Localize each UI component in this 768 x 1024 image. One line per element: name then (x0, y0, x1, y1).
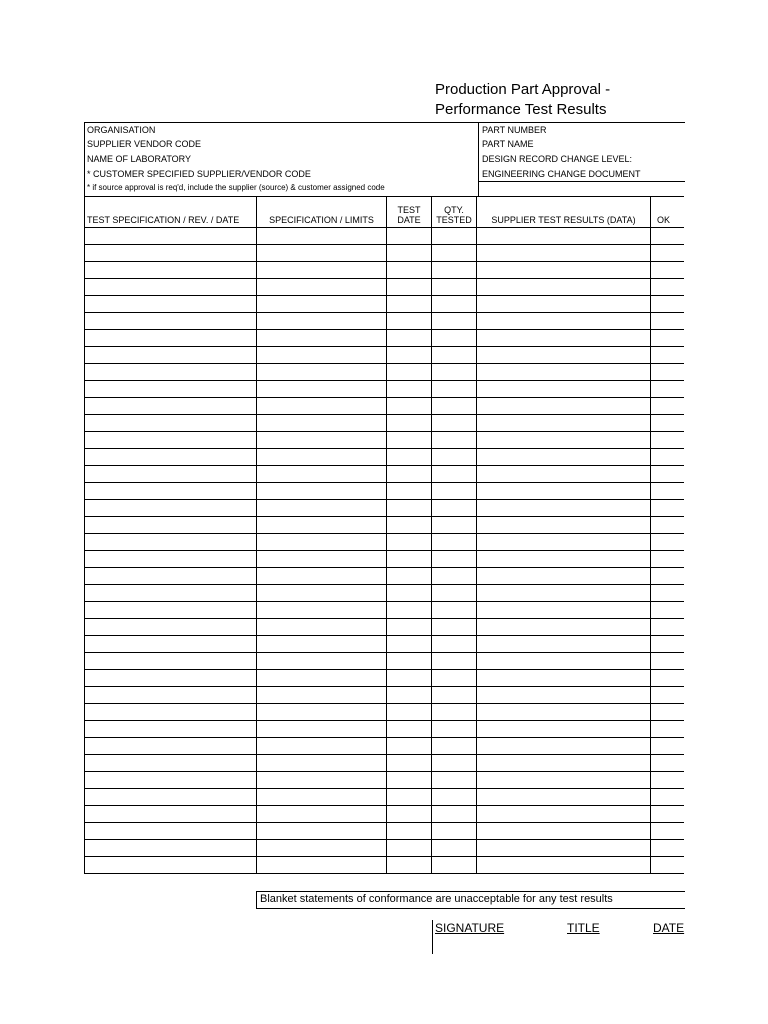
table-cell[interactable] (387, 704, 432, 721)
table-cell[interactable] (387, 466, 432, 483)
header-info-block (84, 122, 685, 197)
table-cell[interactable] (85, 500, 257, 517)
table-cell[interactable] (257, 415, 387, 432)
table-cell[interactable] (257, 432, 387, 449)
table-cell[interactable] (257, 806, 387, 823)
table-cell[interactable] (257, 687, 387, 704)
table-cell[interactable] (432, 466, 477, 483)
table-cell[interactable] (85, 704, 257, 721)
table-cell[interactable] (651, 228, 685, 245)
table-cell[interactable] (477, 704, 651, 721)
table-cell[interactable] (651, 602, 685, 619)
engineering-change-document-field: ENGINEERING CHANGE DOCUMENT (482, 169, 641, 179)
table-cell[interactable] (85, 483, 257, 500)
table-cell[interactable] (85, 381, 257, 398)
table-cell[interactable] (651, 687, 685, 704)
table-cell[interactable] (651, 364, 685, 381)
table-row (85, 840, 685, 857)
table-cell[interactable] (477, 755, 651, 772)
table-cell[interactable] (651, 585, 685, 602)
table-row (85, 619, 685, 636)
table-cell[interactable] (477, 687, 651, 704)
table-cell[interactable] (477, 262, 651, 279)
table-cell[interactable] (651, 738, 685, 755)
table-cell[interactable] (257, 721, 387, 738)
table-header-row (85, 197, 685, 228)
table-cell[interactable] (477, 857, 651, 874)
table-cell[interactable] (387, 347, 432, 364)
table-cell[interactable] (651, 432, 685, 449)
table-row (85, 806, 685, 823)
table-cell[interactable] (85, 653, 257, 670)
table-cell[interactable] (651, 636, 685, 653)
table-cell[interactable] (257, 568, 387, 585)
table-row (85, 296, 685, 313)
table-cell[interactable] (432, 364, 477, 381)
title-label: TITLE (567, 921, 600, 935)
table-cell[interactable] (85, 789, 257, 806)
table-cell[interactable] (432, 568, 477, 585)
table-cell[interactable] (387, 415, 432, 432)
table-row (85, 670, 685, 687)
table-cell[interactable] (651, 806, 685, 823)
table-row (85, 823, 685, 840)
table-cell[interactable] (651, 449, 685, 466)
signature-divider (432, 920, 433, 954)
table-cell[interactable] (85, 551, 257, 568)
table-cell[interactable] (432, 721, 477, 738)
table-cell[interactable] (477, 483, 651, 500)
table-cell[interactable] (651, 330, 685, 347)
table-cell[interactable] (432, 755, 477, 772)
table-cell[interactable] (477, 636, 651, 653)
table-row (85, 415, 685, 432)
table-cell[interactable] (85, 296, 257, 313)
table-cell[interactable] (85, 823, 257, 840)
col-qty-tested: QTY. TESTED (432, 197, 477, 228)
table-cell[interactable] (432, 619, 477, 636)
table-cell[interactable] (432, 789, 477, 806)
table-row (85, 772, 685, 789)
table-cell[interactable] (257, 449, 387, 466)
table-row (85, 653, 685, 670)
table-cell[interactable] (432, 806, 477, 823)
table-cell[interactable] (477, 364, 651, 381)
table-row (85, 466, 685, 483)
table-cell[interactable] (387, 551, 432, 568)
supplier-vendor-code-field: SUPPLIER VENDOR CODE (87, 139, 202, 149)
table-cell[interactable] (477, 670, 651, 687)
table-cell[interactable] (651, 670, 685, 687)
table-cell[interactable] (257, 347, 387, 364)
table-cell[interactable] (651, 789, 685, 806)
table-cell[interactable] (432, 772, 477, 789)
test-results-grid (84, 196, 684, 883)
table-cell[interactable] (85, 466, 257, 483)
table-cell[interactable] (85, 568, 257, 585)
table-cell[interactable] (387, 755, 432, 772)
table-cell[interactable] (477, 721, 651, 738)
organisation-field: ORGANISATION (87, 125, 156, 135)
table-cell[interactable] (387, 534, 432, 551)
table-cell[interactable] (477, 772, 651, 789)
table-cell[interactable] (85, 228, 257, 245)
part-number-field: PART NUMBER (482, 125, 547, 135)
table-cell[interactable] (432, 483, 477, 500)
table-cell[interactable] (651, 823, 685, 840)
table-cell[interactable] (432, 517, 477, 534)
table-cell[interactable] (432, 551, 477, 568)
table-row (85, 449, 685, 466)
table-cell[interactable] (387, 262, 432, 279)
table-cell[interactable] (387, 823, 432, 840)
table-cell[interactable] (651, 551, 685, 568)
table-cell[interactable] (387, 857, 432, 874)
table-cell[interactable] (651, 262, 685, 279)
table-cell[interactable] (651, 296, 685, 313)
table-cell[interactable] (432, 857, 477, 874)
table-cell[interactable] (651, 347, 685, 364)
table-cell[interactable] (477, 602, 651, 619)
table-cell[interactable] (651, 704, 685, 721)
table-cell[interactable] (257, 789, 387, 806)
table-cell[interactable] (257, 364, 387, 381)
table-cell[interactable] (432, 823, 477, 840)
table-cell[interactable] (477, 398, 651, 415)
table-row (85, 483, 685, 500)
table-cell[interactable] (387, 228, 432, 245)
table-cell[interactable] (651, 279, 685, 296)
table-cell[interactable] (387, 381, 432, 398)
table-row (85, 568, 685, 585)
table-cell[interactable] (257, 228, 387, 245)
table-cell[interactable] (387, 449, 432, 466)
table-cell[interactable] (387, 789, 432, 806)
table-row (85, 279, 685, 296)
table-row (85, 500, 685, 517)
table-cell[interactable] (477, 347, 651, 364)
table-cell[interactable] (387, 670, 432, 687)
table-cell[interactable] (257, 245, 387, 262)
info-divider (478, 181, 685, 182)
table-row (85, 245, 685, 262)
table-row (85, 789, 685, 806)
table-row (85, 347, 685, 364)
table-cell[interactable] (257, 551, 387, 568)
table-cell[interactable] (257, 772, 387, 789)
table-cell[interactable] (85, 534, 257, 551)
table-cell[interactable] (432, 653, 477, 670)
table-cell[interactable] (387, 500, 432, 517)
table-cell[interactable] (387, 721, 432, 738)
table-cell[interactable] (85, 619, 257, 636)
table-cell[interactable] (85, 772, 257, 789)
table-cell[interactable] (257, 840, 387, 857)
table-cell[interactable] (387, 483, 432, 500)
table-cell[interactable] (651, 398, 685, 415)
table-cell[interactable] (432, 585, 477, 602)
table-cell[interactable] (257, 296, 387, 313)
form-title-line-1: Production Part Approval - (435, 81, 611, 98)
table-cell[interactable] (477, 823, 651, 840)
col-test-date: TEST DATE (387, 197, 432, 228)
table-cell[interactable] (477, 517, 651, 534)
table-cell[interactable] (85, 313, 257, 330)
col-test-specification: TEST SPECIFICATION / REV. / DATE (85, 197, 257, 228)
table-cell[interactable] (387, 432, 432, 449)
table-cell[interactable] (477, 381, 651, 398)
table-cell[interactable] (387, 364, 432, 381)
col-supplier-test-results: SUPPLIER TEST RESULTS (DATA) (477, 197, 651, 228)
table-cell[interactable] (432, 330, 477, 347)
table-cell[interactable] (257, 738, 387, 755)
table-cell[interactable] (432, 687, 477, 704)
table-cell[interactable] (477, 840, 651, 857)
table-cell[interactable] (651, 466, 685, 483)
table-cell[interactable] (257, 857, 387, 874)
table-cell[interactable] (432, 228, 477, 245)
table-row (85, 636, 685, 653)
table-row (85, 228, 685, 245)
table-cell[interactable] (651, 483, 685, 500)
table-cell[interactable] (85, 636, 257, 653)
table-cell[interactable] (432, 500, 477, 517)
table-cell[interactable] (651, 381, 685, 398)
table-cell[interactable] (387, 568, 432, 585)
table-cell[interactable] (257, 653, 387, 670)
table-cell[interactable] (477, 806, 651, 823)
table-cell[interactable] (387, 602, 432, 619)
table-cell[interactable] (651, 755, 685, 772)
table-cell[interactable] (257, 262, 387, 279)
table-cell[interactable] (257, 381, 387, 398)
table-cell[interactable] (651, 517, 685, 534)
table-cell[interactable] (477, 789, 651, 806)
table-cell[interactable] (257, 602, 387, 619)
table-cell[interactable] (257, 517, 387, 534)
table-cell[interactable] (651, 653, 685, 670)
form-title-line-2: Performance Test Results (435, 101, 607, 118)
table-cell[interactable] (85, 806, 257, 823)
table-cell[interactable] (432, 738, 477, 755)
table-cell[interactable] (387, 840, 432, 857)
table-cell[interactable] (477, 738, 651, 755)
source-approval-note: * if source approval is req'd, include the supplier (source) & customer assigned code (87, 183, 385, 192)
table-cell[interactable] (432, 262, 477, 279)
table-cell[interactable] (387, 517, 432, 534)
table-cell[interactable] (85, 857, 257, 874)
table-cell[interactable] (477, 330, 651, 347)
table-cell[interactable] (85, 687, 257, 704)
table-row (85, 330, 685, 347)
table-cell[interactable] (477, 415, 651, 432)
table-cell[interactable] (432, 636, 477, 653)
table-cell[interactable] (85, 755, 257, 772)
table-cell[interactable] (477, 296, 651, 313)
table-cell[interactable] (651, 721, 685, 738)
customer-vendor-code-field: * CUSTOMER SPECIFIED SUPPLIER/VENDOR CODE (87, 169, 311, 179)
table-cell[interactable] (257, 500, 387, 517)
table-cell[interactable] (85, 398, 257, 415)
table-cell[interactable] (85, 517, 257, 534)
table-cell[interactable] (387, 653, 432, 670)
table-cell[interactable] (257, 585, 387, 602)
table-cell[interactable] (85, 364, 257, 381)
table-cell[interactable] (85, 602, 257, 619)
table-cell[interactable] (85, 245, 257, 262)
table-cell[interactable] (85, 449, 257, 466)
table-cell[interactable] (387, 636, 432, 653)
table-cell[interactable] (432, 670, 477, 687)
table-cell[interactable] (257, 483, 387, 500)
table-cell[interactable] (477, 432, 651, 449)
table-cell[interactable] (85, 721, 257, 738)
table-cell[interactable] (651, 415, 685, 432)
table-cell[interactable] (432, 602, 477, 619)
table-row (85, 738, 685, 755)
table-cell[interactable] (387, 313, 432, 330)
table-cell[interactable] (432, 296, 477, 313)
table-cell[interactable] (387, 296, 432, 313)
table-cell[interactable] (432, 245, 477, 262)
table-cell[interactable] (477, 568, 651, 585)
table-row (85, 704, 685, 721)
table-row (85, 381, 685, 398)
table-cell[interactable] (257, 670, 387, 687)
conformance-note (256, 891, 685, 909)
table-cell[interactable] (651, 772, 685, 789)
table-cell[interactable] (651, 857, 685, 874)
table-cell[interactable] (432, 704, 477, 721)
table-cell[interactable] (387, 806, 432, 823)
table-cell[interactable] (651, 500, 685, 517)
table-row (85, 857, 685, 874)
col-ok: OK (651, 197, 685, 228)
table-cell[interactable] (387, 279, 432, 296)
table-cell[interactable] (257, 823, 387, 840)
table-cell[interactable] (432, 415, 477, 432)
table-cell[interactable] (432, 279, 477, 296)
signature-label: SIGNATURE (435, 921, 505, 935)
table-cell[interactable] (85, 279, 257, 296)
table-cell[interactable] (257, 398, 387, 415)
table-cell[interactable] (387, 772, 432, 789)
table-cell[interactable] (387, 738, 432, 755)
table-cell[interactable] (85, 585, 257, 602)
table-cell[interactable] (651, 245, 685, 262)
table-row (85, 262, 685, 279)
table-row (85, 534, 685, 551)
table-row (85, 687, 685, 704)
table-cell[interactable] (257, 636, 387, 653)
table-row (85, 364, 685, 381)
table-cell[interactable] (387, 398, 432, 415)
table-row (85, 517, 685, 534)
table-cell[interactable] (257, 279, 387, 296)
table-cell[interactable] (85, 840, 257, 857)
table-cell[interactable] (651, 840, 685, 857)
design-record-change-level-field: DESIGN RECORD CHANGE LEVEL: (482, 154, 633, 164)
table-row (85, 585, 685, 602)
test-results-table (84, 196, 684, 874)
table-cell[interactable] (477, 228, 651, 245)
table-row (85, 398, 685, 415)
table-cell[interactable] (257, 313, 387, 330)
table-cell[interactable] (257, 755, 387, 772)
table-row (85, 551, 685, 568)
table-cell[interactable] (432, 313, 477, 330)
table-cell[interactable] (85, 262, 257, 279)
table-cell[interactable] (651, 568, 685, 585)
table-cell[interactable] (432, 534, 477, 551)
table-row (85, 602, 685, 619)
table-cell[interactable] (477, 500, 651, 517)
table-row (85, 313, 685, 330)
table-cell[interactable] (432, 381, 477, 398)
table-cell[interactable] (477, 653, 651, 670)
table-cell[interactable] (477, 466, 651, 483)
table-cell[interactable] (387, 687, 432, 704)
table-row (85, 755, 685, 772)
table-cell[interactable] (477, 585, 651, 602)
table-cell[interactable] (477, 534, 651, 551)
table-cell[interactable] (432, 449, 477, 466)
table-cell[interactable] (85, 432, 257, 449)
table-row (85, 721, 685, 738)
table-cell[interactable] (477, 449, 651, 466)
table-cell[interactable] (257, 619, 387, 636)
table-cell[interactable] (432, 432, 477, 449)
conformance-note-text: Blanket statements of conformance are unacceptable for any test results (260, 893, 613, 905)
date-label: DATE (653, 921, 685, 935)
table-cell[interactable] (85, 330, 257, 347)
table-cell[interactable] (477, 313, 651, 330)
table-cell[interactable] (651, 313, 685, 330)
col-specification-limits: SPECIFICATION / LIMITS (257, 197, 387, 228)
table-cell[interactable] (477, 279, 651, 296)
table-cell[interactable] (477, 551, 651, 568)
table-cell[interactable] (257, 330, 387, 347)
table-cell[interactable] (651, 619, 685, 636)
table-row (85, 432, 685, 449)
table-cell[interactable] (387, 245, 432, 262)
table-cell[interactable] (387, 330, 432, 347)
table-cell[interactable] (85, 347, 257, 364)
table-cell[interactable] (257, 466, 387, 483)
table-cell[interactable] (257, 704, 387, 721)
table-cell[interactable] (477, 245, 651, 262)
table-cell[interactable] (651, 534, 685, 551)
table-cell[interactable] (85, 670, 257, 687)
table-cell[interactable] (387, 619, 432, 636)
table-cell[interactable] (432, 347, 477, 364)
table-cell[interactable] (477, 619, 651, 636)
table-cell[interactable] (257, 534, 387, 551)
part-name-field: PART NAME (482, 139, 534, 149)
table-cell[interactable] (432, 840, 477, 857)
table-cell[interactable] (85, 415, 257, 432)
laboratory-name-field: NAME OF LABORATORY (87, 154, 192, 164)
table-cell[interactable] (85, 738, 257, 755)
table-cell[interactable] (387, 585, 432, 602)
info-divider (478, 123, 479, 197)
table-cell[interactable] (432, 398, 477, 415)
